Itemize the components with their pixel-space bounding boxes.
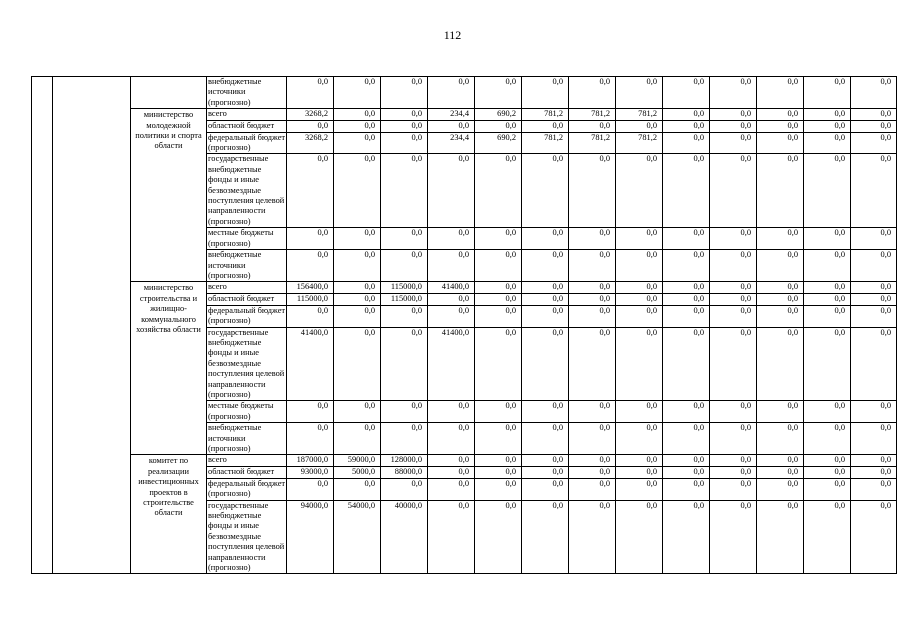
value-cell: 88000,0 [381,467,428,478]
value-cell: 0,0 [804,423,851,455]
value-cell: 0,0 [663,294,710,305]
value-cell: 0,0 [804,455,851,467]
value-cell: 0,0 [804,77,851,109]
value-cell: 0,0 [851,478,897,500]
value-cell: 0,0 [569,282,616,294]
value-cell: 0,0 [804,478,851,500]
value-cell: 0,0 [569,305,616,327]
value-cell: 0,0 [663,500,710,574]
value-cell: 0,0 [569,121,616,132]
value-cell: 3268,2 [287,109,334,121]
value-cell: 0,0 [381,478,428,500]
value-cell: 128000,0 [381,455,428,467]
value-cell: 0,0 [287,305,334,327]
funding-source-cell: федеральный бюджет (прогнозно) [208,132,286,153]
value-cell: 0,0 [334,282,381,294]
value-cell: 40000,0 [381,500,428,574]
value-cell: 0,0 [334,154,381,228]
value-cell: 0,0 [851,305,897,327]
value-cell: 0,0 [710,282,757,294]
value-cell: 115000,0 [381,282,428,294]
value-cell: 234,4 [428,132,475,154]
value-cell: 0,0 [663,228,710,250]
value-cell: 0,0 [851,294,897,305]
value-cell: 0,0 [475,478,522,500]
table-row [32,282,897,294]
value-cell: 0,0 [475,455,522,467]
funding-source-cell: всего [207,455,287,467]
value-cell: 0,0 [475,121,522,132]
value-cell: 0,0 [851,282,897,294]
value-cell: 0,0 [710,121,757,132]
value-cell: 0,0 [804,294,851,305]
value-cell: 0,0 [569,327,616,401]
value-cell: 5000,0 [334,467,381,478]
funding-source-cell: областной бюджет [207,467,287,478]
value-cell: 0,0 [522,121,569,132]
value-cell: 0,0 [804,228,851,250]
value-cell: 0,0 [663,401,710,423]
value-cell: 0,0 [428,467,475,478]
value-cell: 0,0 [381,327,428,401]
value-cell: 0,0 [428,121,475,132]
value-cell: 3268,2 [287,132,334,154]
value-cell: 0,0 [475,305,522,327]
value-cell: 0,0 [334,77,381,109]
row-number-cell [32,77,53,574]
value-cell: 0,0 [475,294,522,305]
value-cell: 0,0 [522,327,569,401]
value-cell: 0,0 [757,132,804,154]
organization-cell: министерство молодежной политики и спорта области [131,109,207,282]
value-cell: 0,0 [757,250,804,282]
value-cell: 0,0 [851,455,897,467]
value-cell: 0,0 [428,305,475,327]
value-cell: 0,0 [663,305,710,327]
value-cell: 0,0 [287,423,334,455]
value-cell: 0,0 [804,305,851,327]
budget-table [31,76,897,574]
value-cell: 0,0 [710,467,757,478]
value-cell: 0,0 [569,467,616,478]
value-cell: 0,0 [522,228,569,250]
value-cell: 0,0 [757,294,804,305]
value-cell: 0,0 [522,250,569,282]
value-cell: 0,0 [475,423,522,455]
value-cell: 0,0 [475,467,522,478]
value-cell: 0,0 [804,132,851,154]
value-cell: 0,0 [569,500,616,574]
value-cell: 0,0 [757,77,804,109]
value-cell: 0,0 [757,109,804,121]
value-cell: 0,0 [334,305,381,327]
funding-source-cell: государственные внебюджетные фонды и иные безвозмездные поступления целевой направленности (прогнозно) [207,500,287,574]
value-cell: 0,0 [475,228,522,250]
value-cell: 0,0 [287,77,334,109]
value-cell: 0,0 [428,401,475,423]
value-cell: 0,0 [381,121,428,132]
value-cell: 0,0 [710,500,757,574]
funding-source-cell: внебюджетные источники (прогнозно) [207,423,287,455]
funding-source-cell: местные бюджеты (прогнозно) [207,401,287,423]
value-cell: 690,2 [475,109,522,121]
funding-source-cell: всего [207,109,287,121]
value-cell: 781,2 [522,109,569,121]
value-cell: 0,0 [475,327,522,401]
value-cell: 0,0 [757,467,804,478]
value-cell: 0,0 [710,423,757,455]
value-cell: 0,0 [616,250,663,282]
value-cell: 0,0 [616,478,663,500]
value-cell: 0,0 [710,132,757,154]
value-cell: 0,0 [381,154,428,228]
funding-source-cell: государственные внебюджетные фонды и иные безвозмездные поступления целевой направленности (прогнозно) [207,327,287,401]
value-cell: 0,0 [334,228,381,250]
organization-cell: комитет по реализации инвестиционных проектов в строительстве области [131,455,207,574]
value-cell: 0,0 [851,250,897,282]
value-cell: 0,0 [616,154,663,228]
value-cell: 0,0 [851,109,897,121]
value-cell: 0,0 [428,250,475,282]
value-cell: 0,0 [522,423,569,455]
value-cell: 0,0 [569,77,616,109]
value-cell: 0,0 [663,132,710,154]
value-cell: 0,0 [569,455,616,467]
value-cell: 0,0 [475,500,522,574]
value-cell: 0,0 [710,294,757,305]
value-cell: 0,0 [804,282,851,294]
value-cell: 0,0 [616,282,663,294]
value-cell: 0,0 [710,478,757,500]
value-cell: 0,0 [804,121,851,132]
value-cell: 0,0 [428,294,475,305]
value-cell: 0,0 [710,250,757,282]
value-cell: 0,0 [804,109,851,121]
value-cell: 0,0 [710,455,757,467]
value-cell: 0,0 [710,109,757,121]
value-cell: 0,0 [522,282,569,294]
value-cell: 0,0 [522,77,569,109]
value-cell: 0,0 [616,327,663,401]
value-cell: 781,2 [616,132,663,154]
value-cell: 0,0 [381,228,428,250]
value-cell: 0,0 [616,121,663,132]
value-cell: 0,0 [522,305,569,327]
value-cell: 0,0 [710,228,757,250]
value-cell: 187000,0 [287,455,334,467]
value-cell: 0,0 [710,305,757,327]
value-cell: 0,0 [381,77,428,109]
value-cell: 0,0 [851,401,897,423]
funding-source-cell: местные бюджеты (прогнозно) [207,228,287,250]
value-cell: 0,0 [522,478,569,500]
value-cell: 0,0 [428,423,475,455]
value-cell: 0,0 [334,401,381,423]
value-cell: 0,0 [851,132,897,154]
value-cell: 781,2 [569,109,616,121]
value-cell: 41400,0 [287,327,334,401]
value-cell: 0,0 [334,478,381,500]
value-cell: 0,0 [569,401,616,423]
value-cell: 0,0 [757,455,804,467]
value-cell: 0,0 [287,478,334,500]
value-cell: 0,0 [334,109,381,121]
value-cell: 0,0 [663,154,710,228]
value-cell: 0,0 [428,455,475,467]
value-cell: 0,0 [663,282,710,294]
funding-source-cell: внебюджетные источники (прогнозно) [207,250,287,282]
value-cell: 0,0 [381,305,428,327]
value-cell: 0,0 [522,294,569,305]
funding-source-cell: федеральный бюджет (прогнозно) [208,305,286,326]
value-cell: 0,0 [804,327,851,401]
value-cell: 0,0 [569,228,616,250]
value-cell: 0,0 [287,121,334,132]
value-cell: 59000,0 [334,455,381,467]
value-cell: 0,0 [804,250,851,282]
value-cell: 0,0 [616,423,663,455]
value-cell: 94000,0 [287,500,334,574]
value-cell: 0,0 [710,327,757,401]
funding-source-cell: областной бюджет [207,121,287,132]
funding-source-cell: всего [207,282,287,294]
value-cell: 690,2 [475,132,522,154]
value-cell: 0,0 [710,77,757,109]
value-cell: 0,0 [851,423,897,455]
value-cell: 0,0 [663,77,710,109]
value-cell: 0,0 [804,154,851,228]
value-cell: 0,0 [334,250,381,282]
value-cell: 0,0 [757,401,804,423]
value-cell: 0,0 [569,478,616,500]
value-cell: 0,0 [616,500,663,574]
value-cell: 0,0 [757,154,804,228]
value-cell: 0,0 [569,294,616,305]
value-cell: 41400,0 [428,282,475,294]
value-cell: 0,0 [616,401,663,423]
value-cell: 0,0 [663,327,710,401]
value-cell: 0,0 [428,500,475,574]
value-cell: 93000,0 [287,467,334,478]
value-cell: 0,0 [616,77,663,109]
measure-name-cell [53,77,131,574]
value-cell: 0,0 [522,467,569,478]
value-cell: 0,0 [757,121,804,132]
value-cell: 0,0 [757,500,804,574]
value-cell: 0,0 [428,77,475,109]
value-cell: 0,0 [381,250,428,282]
value-cell: 0,0 [663,250,710,282]
value-cell: 0,0 [522,455,569,467]
value-cell: 0,0 [663,109,710,121]
value-cell: 0,0 [851,467,897,478]
value-cell: 0,0 [475,401,522,423]
table-row [32,109,897,121]
value-cell: 0,0 [287,250,334,282]
value-cell: 0,0 [381,132,428,154]
value-cell: 0,0 [334,121,381,132]
value-cell: 781,2 [569,132,616,154]
value-cell: 0,0 [569,423,616,455]
value-cell: 0,0 [804,467,851,478]
value-cell: 0,0 [663,121,710,132]
value-cell: 0,0 [334,294,381,305]
value-cell: 0,0 [851,500,897,574]
value-cell: 0,0 [381,423,428,455]
value-cell: 0,0 [616,305,663,327]
value-cell: 0,0 [334,423,381,455]
value-cell: 115000,0 [287,294,334,305]
value-cell: 781,2 [616,109,663,121]
value-cell: 0,0 [428,228,475,250]
value-cell: 0,0 [616,228,663,250]
value-cell: 0,0 [475,250,522,282]
value-cell: 0,0 [334,327,381,401]
value-cell: 0,0 [757,282,804,294]
value-cell: 0,0 [851,154,897,228]
value-cell: 0,0 [851,327,897,401]
value-cell: 0,0 [757,305,804,327]
value-cell: 0,0 [334,132,381,154]
table-row [32,455,897,467]
organization-cell [131,77,207,109]
value-cell: 0,0 [851,121,897,132]
funding-source-cell: областной бюджет [207,294,287,305]
value-cell: 115000,0 [381,294,428,305]
funding-source-cell: государственные внебюджетные фонды и иные безвозмездные поступления целевой направленности (прогнозно) [207,154,287,228]
value-cell: 0,0 [757,228,804,250]
table-row [32,77,897,109]
value-cell: 0,0 [381,401,428,423]
value-cell: 0,0 [475,282,522,294]
value-cell: 0,0 [616,467,663,478]
funding-source-cell: внебюджетные источники (прогнозно) [207,77,287,109]
value-cell: 0,0 [663,467,710,478]
value-cell: 0,0 [757,327,804,401]
value-cell: 0,0 [428,478,475,500]
value-cell: 0,0 [804,500,851,574]
page-number: 112 [443,28,462,42]
organization-cell: министерство строительства и жилищно-коммунального хозяйства области [131,282,207,455]
value-cell: 0,0 [569,154,616,228]
value-cell: 0,0 [287,401,334,423]
value-cell: 0,0 [616,455,663,467]
funding-source-cell: федеральный бюджет (прогнозно) [208,478,286,499]
value-cell: 0,0 [804,401,851,423]
value-cell: 0,0 [428,154,475,228]
value-cell: 0,0 [851,77,897,109]
value-cell: 0,0 [569,250,616,282]
value-cell: 0,0 [475,77,522,109]
value-cell: 0,0 [663,423,710,455]
value-cell: 0,0 [710,154,757,228]
value-cell: 0,0 [287,228,334,250]
value-cell: 0,0 [663,478,710,500]
value-cell: 0,0 [522,401,569,423]
value-cell: 0,0 [522,500,569,574]
value-cell: 0,0 [710,401,757,423]
value-cell: 0,0 [851,228,897,250]
value-cell: 0,0 [475,154,522,228]
value-cell: 0,0 [616,294,663,305]
value-cell: 0,0 [663,455,710,467]
value-cell: 0,0 [381,109,428,121]
value-cell: 54000,0 [334,500,381,574]
value-cell: 0,0 [757,478,804,500]
value-cell: 0,0 [522,154,569,228]
value-cell: 0,0 [287,154,334,228]
value-cell: 234,4 [428,109,475,121]
value-cell: 0,0 [757,423,804,455]
value-cell: 781,2 [522,132,569,154]
value-cell: 41400,0 [428,327,475,401]
value-cell: 156400,0 [287,282,334,294]
